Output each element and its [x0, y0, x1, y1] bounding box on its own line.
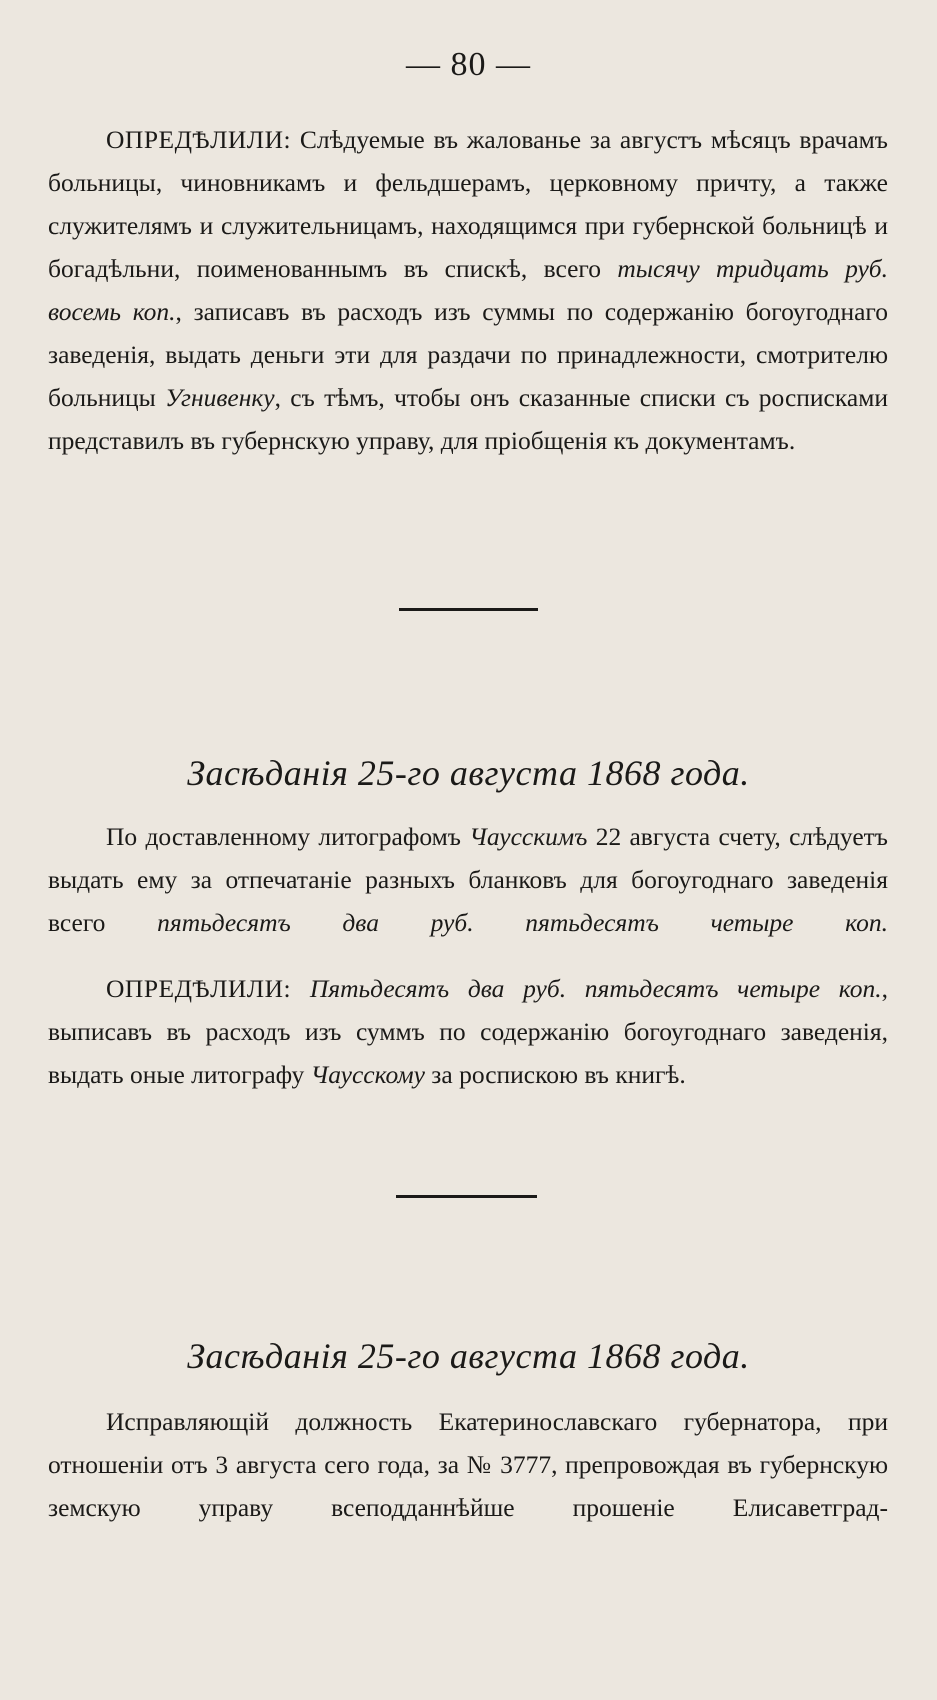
person-name-italic: Угнивенку: [165, 383, 275, 412]
paragraph-resolution-salaries: [48, 118, 888, 462]
paragraph-lithographer-bill: [48, 815, 888, 944]
paragraph-text: По доставленному литографомъ: [106, 822, 470, 851]
resolution-lead: ОПРЕДѢЛИЛИ:: [106, 125, 292, 154]
section-divider: [396, 1195, 537, 1198]
resolution-lead: ОПРЕДѢЛИЛИ:: [106, 974, 292, 1003]
paragraph-governor-petition: [48, 1400, 888, 1529]
page-number: — 80 —: [406, 46, 531, 83]
amount-italic: Пятьдесятъ два руб. пятьдесятъ четыре коп.: [291, 974, 882, 1003]
paragraph-text: 22 августа счету, слѣдуетъ выдать ему за отпечатаніе разныхъ бланковъ для богоугоднаго заведенія всего: [48, 822, 888, 937]
paragraph-resolution-lithographer: [48, 967, 888, 1096]
amount-italic: пятьдесятъ два руб. пятьдесятъ четыре коп.: [157, 908, 888, 937]
paragraph-text: , записавъ въ расходъ изъ суммы по содержанію богоугоднаго заведенія, выдать деньги эти для раздачи по принадлежности, смотрителю больницы: [48, 297, 888, 412]
paragraph-text: Исправляющій должность Екатеринославскаго губернатора, при отношеніи отъ 3 августа сего года, за № 3777, препровождая въ губернскую земскую управу всеподданнѣйше прошеніе Елисаветград-: [48, 1407, 888, 1522]
section-divider: [399, 608, 538, 611]
person-name-italic: Чаусскому: [310, 1060, 425, 1089]
section-heading: Засѣданія 25-го августа 1868 года.: [187, 1336, 750, 1376]
section-heading: Засѣданія 25-го августа 1868 года.: [187, 753, 750, 793]
paragraph-text: Слѣдуемые въ жалованье за августъ мѣсяцъ врачамъ больницы, чиновникамъ и фельдшерамъ, церковному причту, а также служителямъ и служительницамъ, находящимся при губернской больницѣ и богадѣльни, поименованнымъ въ спискѣ, всего: [48, 125, 888, 283]
paragraph-text: за роспискою въ книгѣ.: [424, 1060, 686, 1089]
person-name-italic: Чаусскимъ: [469, 822, 588, 851]
paragraph-text: , выписавъ въ расходъ изъ суммъ по содержанію богоугоднаго заведенія, выдать оные литографу: [48, 974, 888, 1089]
paragraph-text: , съ тѣмъ, чтобы онъ сказанные списки съ росписками представилъ въ губернскую управу, для пріобщенія къ документамъ.: [48, 383, 888, 455]
amount-italic: тысячу тридцать руб. восемь коп.: [48, 254, 888, 326]
